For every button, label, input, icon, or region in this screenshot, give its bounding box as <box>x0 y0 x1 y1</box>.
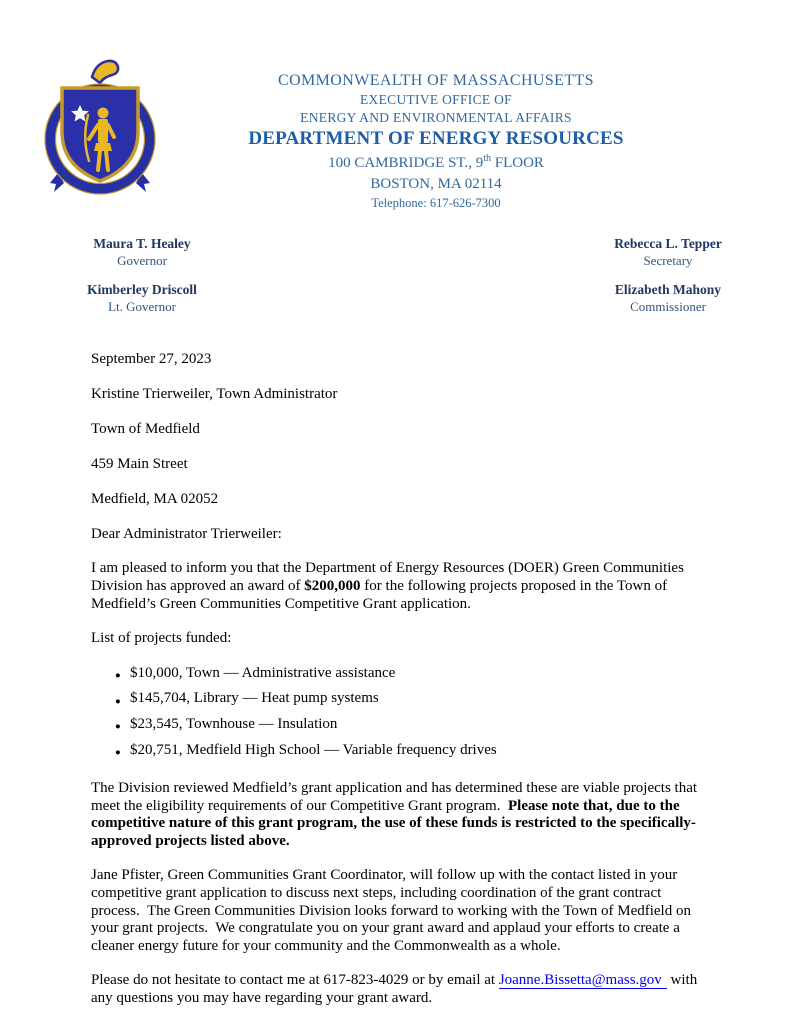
project-item: ● $23,545, Townhouse — Insulation <box>115 716 709 734</box>
paragraph-next-steps: Jane Pfister, Green Communities Grant Coordinator, will follow up with the contact listed in your competitive grant application to discuss next steps, including coordination of the grant contract process. The Green Communities Division looks forward to working with the Town of Medfield on your grant projects. We congratulate you on your grant award and applaud your efforts to create a cleaner energy future for your community and the Commonwealth as a whole. <box>91 867 695 954</box>
official-name: Kimberley Driscoll <box>87 282 197 298</box>
project-item: ● $20,751, Medfield High School — Variable frequency drives <box>115 742 709 760</box>
recipient-line: Kristine Trierweiler, Town Administrator <box>91 385 338 402</box>
letterhead-street <box>211 153 661 172</box>
projects-list-intro: List of projects funded: <box>91 630 232 647</box>
letterhead-executive-office: EXECUTIVE OFFICE OF <box>360 92 512 108</box>
seal-shield <box>62 88 138 181</box>
official-name: Maura T. Healey <box>93 236 191 251</box>
paragraph-text: for the following projects proposed in the Town of Medfield’s Green Communities Competitive Grant application. <box>91 577 671 612</box>
massachusetts-seal-logo <box>40 55 160 201</box>
paragraph-eligibility <box>91 780 709 850</box>
letterhead-eea: ENERGY AND ENVIRONMENTAL AFFAIRS <box>300 109 572 125</box>
email-link[interactable]: Joanne.Bissetta@mass.gov <box>499 972 667 989</box>
official-name: Elizabeth Mahony <box>614 282 722 298</box>
official-title: Governor <box>117 252 167 268</box>
official-title: Secretary <box>643 252 693 268</box>
official-lt-governor <box>52 282 232 314</box>
letterhead-city: BOSTON, MA 02114 <box>370 175 502 192</box>
letterhead-commonwealth: COMMONWEALTH OF MASSACHUSETTS <box>278 72 594 89</box>
paragraph-text: I am pleased to inform you that the Department of Energy Resources (DOER) Green Communities Division has approved an award of <box>91 560 688 594</box>
project-item: ● $145,704, Library — Heat pump systems <box>115 690 709 708</box>
award-amount: $200,000 <box>304 577 361 594</box>
seal-crest-arm <box>92 61 118 83</box>
recipient-line: Medfield, MA 02052 <box>91 491 219 508</box>
paragraph-text: The Division reviewed Medfield’s grant application and has determined these are viable projects that meet the eligibility requirements of our Competitive Grant program. <box>91 780 701 814</box>
street-ordinal: th <box>483 153 491 165</box>
letterhead-telephone: Telephone: 617-626-7300 <box>371 195 501 210</box>
funds-restriction-note: Please note that, due to the competitive nature of this grant program, the use of these funds is restricted to the specifically-approved projects listed above. <box>91 797 696 849</box>
officials-right-column <box>578 236 758 315</box>
official-title: Lt. Governor <box>108 298 176 314</box>
officials-left-column <box>52 236 232 315</box>
salutation: Dear Administrator Trierweiler: <box>91 525 282 542</box>
letter-date: September 27, 2023 <box>91 351 212 367</box>
official-governor <box>52 236 232 268</box>
paragraph-award <box>91 560 709 613</box>
paragraph-text: with any questions you may have regarding your grant award. <box>91 972 701 1007</box>
letterhead <box>211 72 661 210</box>
street-text: 100 CAMBRIDGE ST., 9 <box>328 155 484 172</box>
project-item: ● $10,000, Town — Administrative assistance <box>115 665 709 683</box>
recipient-address <box>91 386 709 509</box>
letterhead-department: DEPARTMENT OF ENERGY RESOURCES <box>248 128 624 150</box>
official-name: Rebecca L. Tepper <box>614 236 722 251</box>
official-secretary <box>578 236 758 268</box>
paragraph-contact <box>91 972 709 1007</box>
official-title: Commissioner <box>630 298 706 314</box>
projects-list <box>115 665 709 759</box>
paragraph-text: Please do not hesitate to contact me at 617-823-4029 or by email at <box>91 972 499 989</box>
official-commissioner <box>578 282 758 314</box>
street-text-suffix: FLOOR <box>491 155 544 172</box>
recipient-line: 459 Main Street <box>91 455 188 472</box>
recipient-line: Town of Medfield <box>91 420 200 437</box>
letter-body <box>91 351 709 1023</box>
